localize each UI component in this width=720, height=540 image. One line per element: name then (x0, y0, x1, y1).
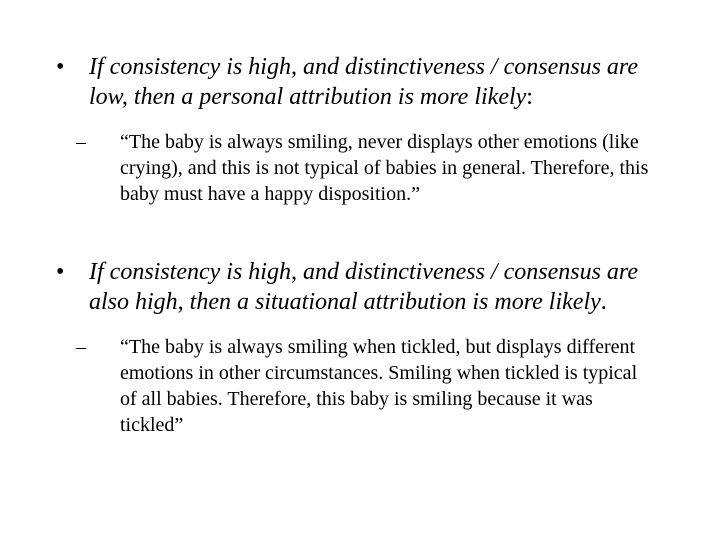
bullet-personal-attribution (56, 52, 666, 207)
bullet-row (56, 257, 666, 317)
bullet-situational-attribution (56, 257, 666, 438)
bullet-row (56, 52, 666, 112)
bullet-text-tail: . (600, 289, 607, 315)
sub-bullet-marker: – (76, 131, 86, 153)
bullet-marker: • (56, 54, 65, 80)
bullet-marker: • (56, 259, 65, 285)
bullet-text-main: If consistency is high, and distinctiveness / consensus are low, then a personal attribution is more likely (89, 54, 639, 110)
bullet-text-main: If consistency is high, and distinctiveness / consensus are also high, then a situational attribution is more likely (89, 259, 639, 315)
bullet-text (89, 257, 666, 317)
sub-bullet-row (64, 334, 650, 438)
bullet-text-tail: : (526, 84, 533, 110)
sub-bullet-marker: – (76, 336, 86, 358)
bullet-text (89, 52, 666, 112)
sub-bullet-text: “The baby is always smiling, never displays other emotions (like crying), and this is not typical of babies in general. Therefore, this baby must have a happy disposition.” (120, 131, 649, 205)
sub-bullet-row (64, 129, 650, 207)
sub-bullet-text: “The baby is always smiling when tickled, but displays different emotions in other circumstances. Smiling when tickled is typical of all babies. Therefore, this baby is smiling because it was tickled” (120, 336, 638, 436)
